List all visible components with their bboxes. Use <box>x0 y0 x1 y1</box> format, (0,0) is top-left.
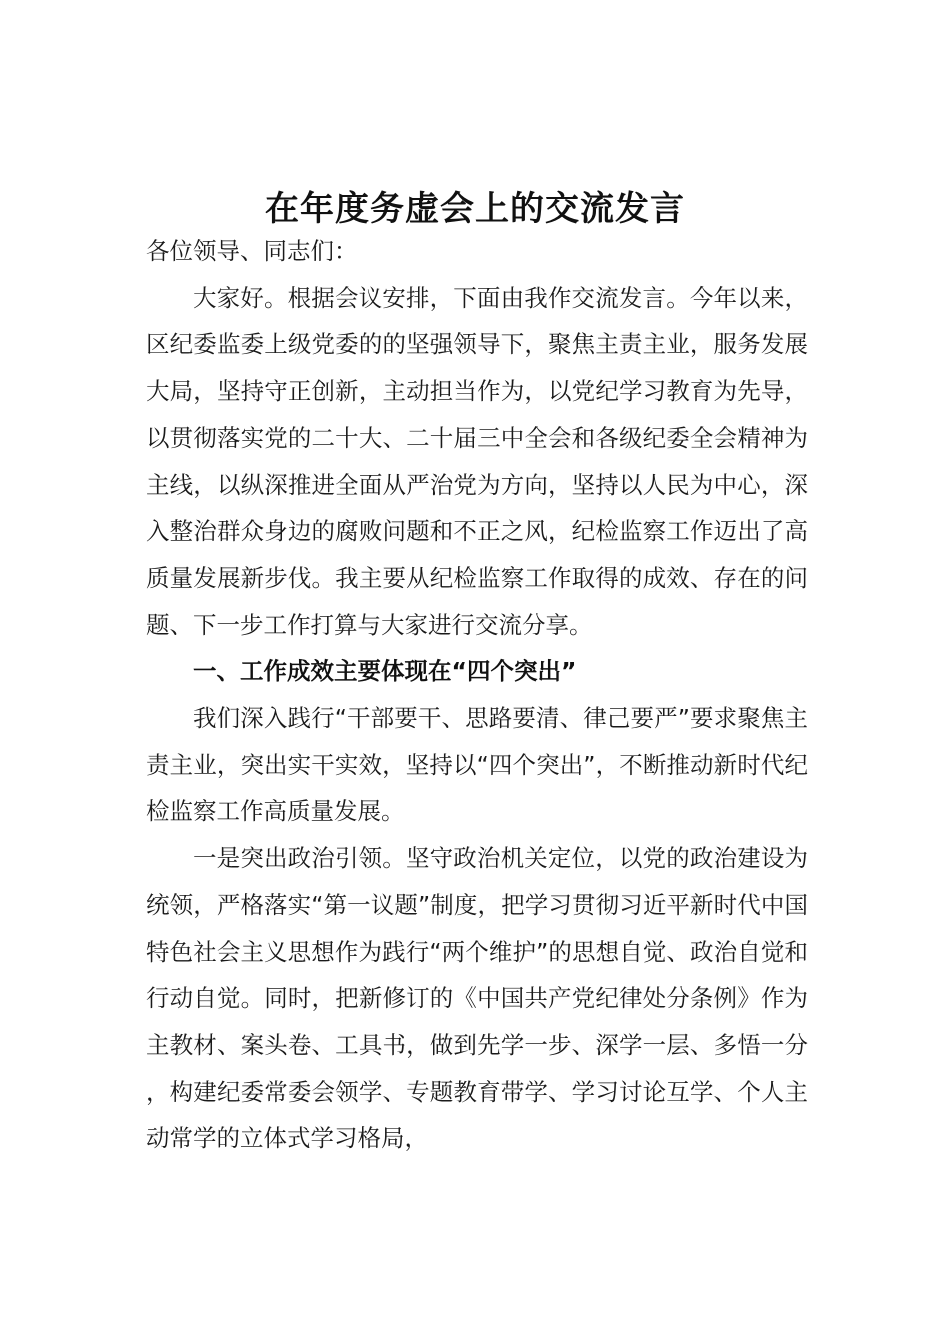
document-body <box>146 228 808 1162</box>
section-paragraph-political-guidance: 一是突出政治引领。坚守政治机关定位，以党的政治建设为统领，严格落实“第一议题”制度，把学习贯彻习近平新时代中国特色社会主义思想作为践行“两个维护”的思想自觉、政治自觉和行动自觉。同时，把新修订的《中国共产党纪律处分条例》作为主教材、案头卷、工具书，做到先学一步、深学一层、多悟一分，构建纪委常委会领学、专题教育带学、学习讨论互学、个人主动常学的立体式学习格局， <box>146 844 808 1153</box>
section-heading: 一、工作成效主要体现在“四个突出” <box>193 657 577 686</box>
document-title: 在年度务虚会上的交流发言 <box>265 188 685 229</box>
intro-paragraph: 大家好。根据会议安排，下面由我作交流发言。今年以来，区纪委监委上级党委的的坚强领导下，聚焦主责主业，服务发展大局，坚持守正创新，主动担当作为，以党纪学习教育为先导，以贯彻落实党的二十大、二十届三中全会和各级纪委全会精神为主线，以纵深推进全面从严治党为方向，坚持以人民为中心，深入整治群众身边的腐败问题和不正之风，纪检监察工作迈出了高质量发展新步伐。我主要从纪检监察工作取得的成效、存在的问题、下一步工作打算与大家进行交流分享。 <box>146 283 808 639</box>
salutation: 各位领导、同志们： <box>146 237 358 265</box>
section-paragraph-overview: 我们深入践行“干部要干、思路要清、律己要严”要求聚焦主责主业，突出实干实效，坚持以“四个突出”，不断推动新时代纪检监察工作高质量发展。 <box>146 704 808 826</box>
